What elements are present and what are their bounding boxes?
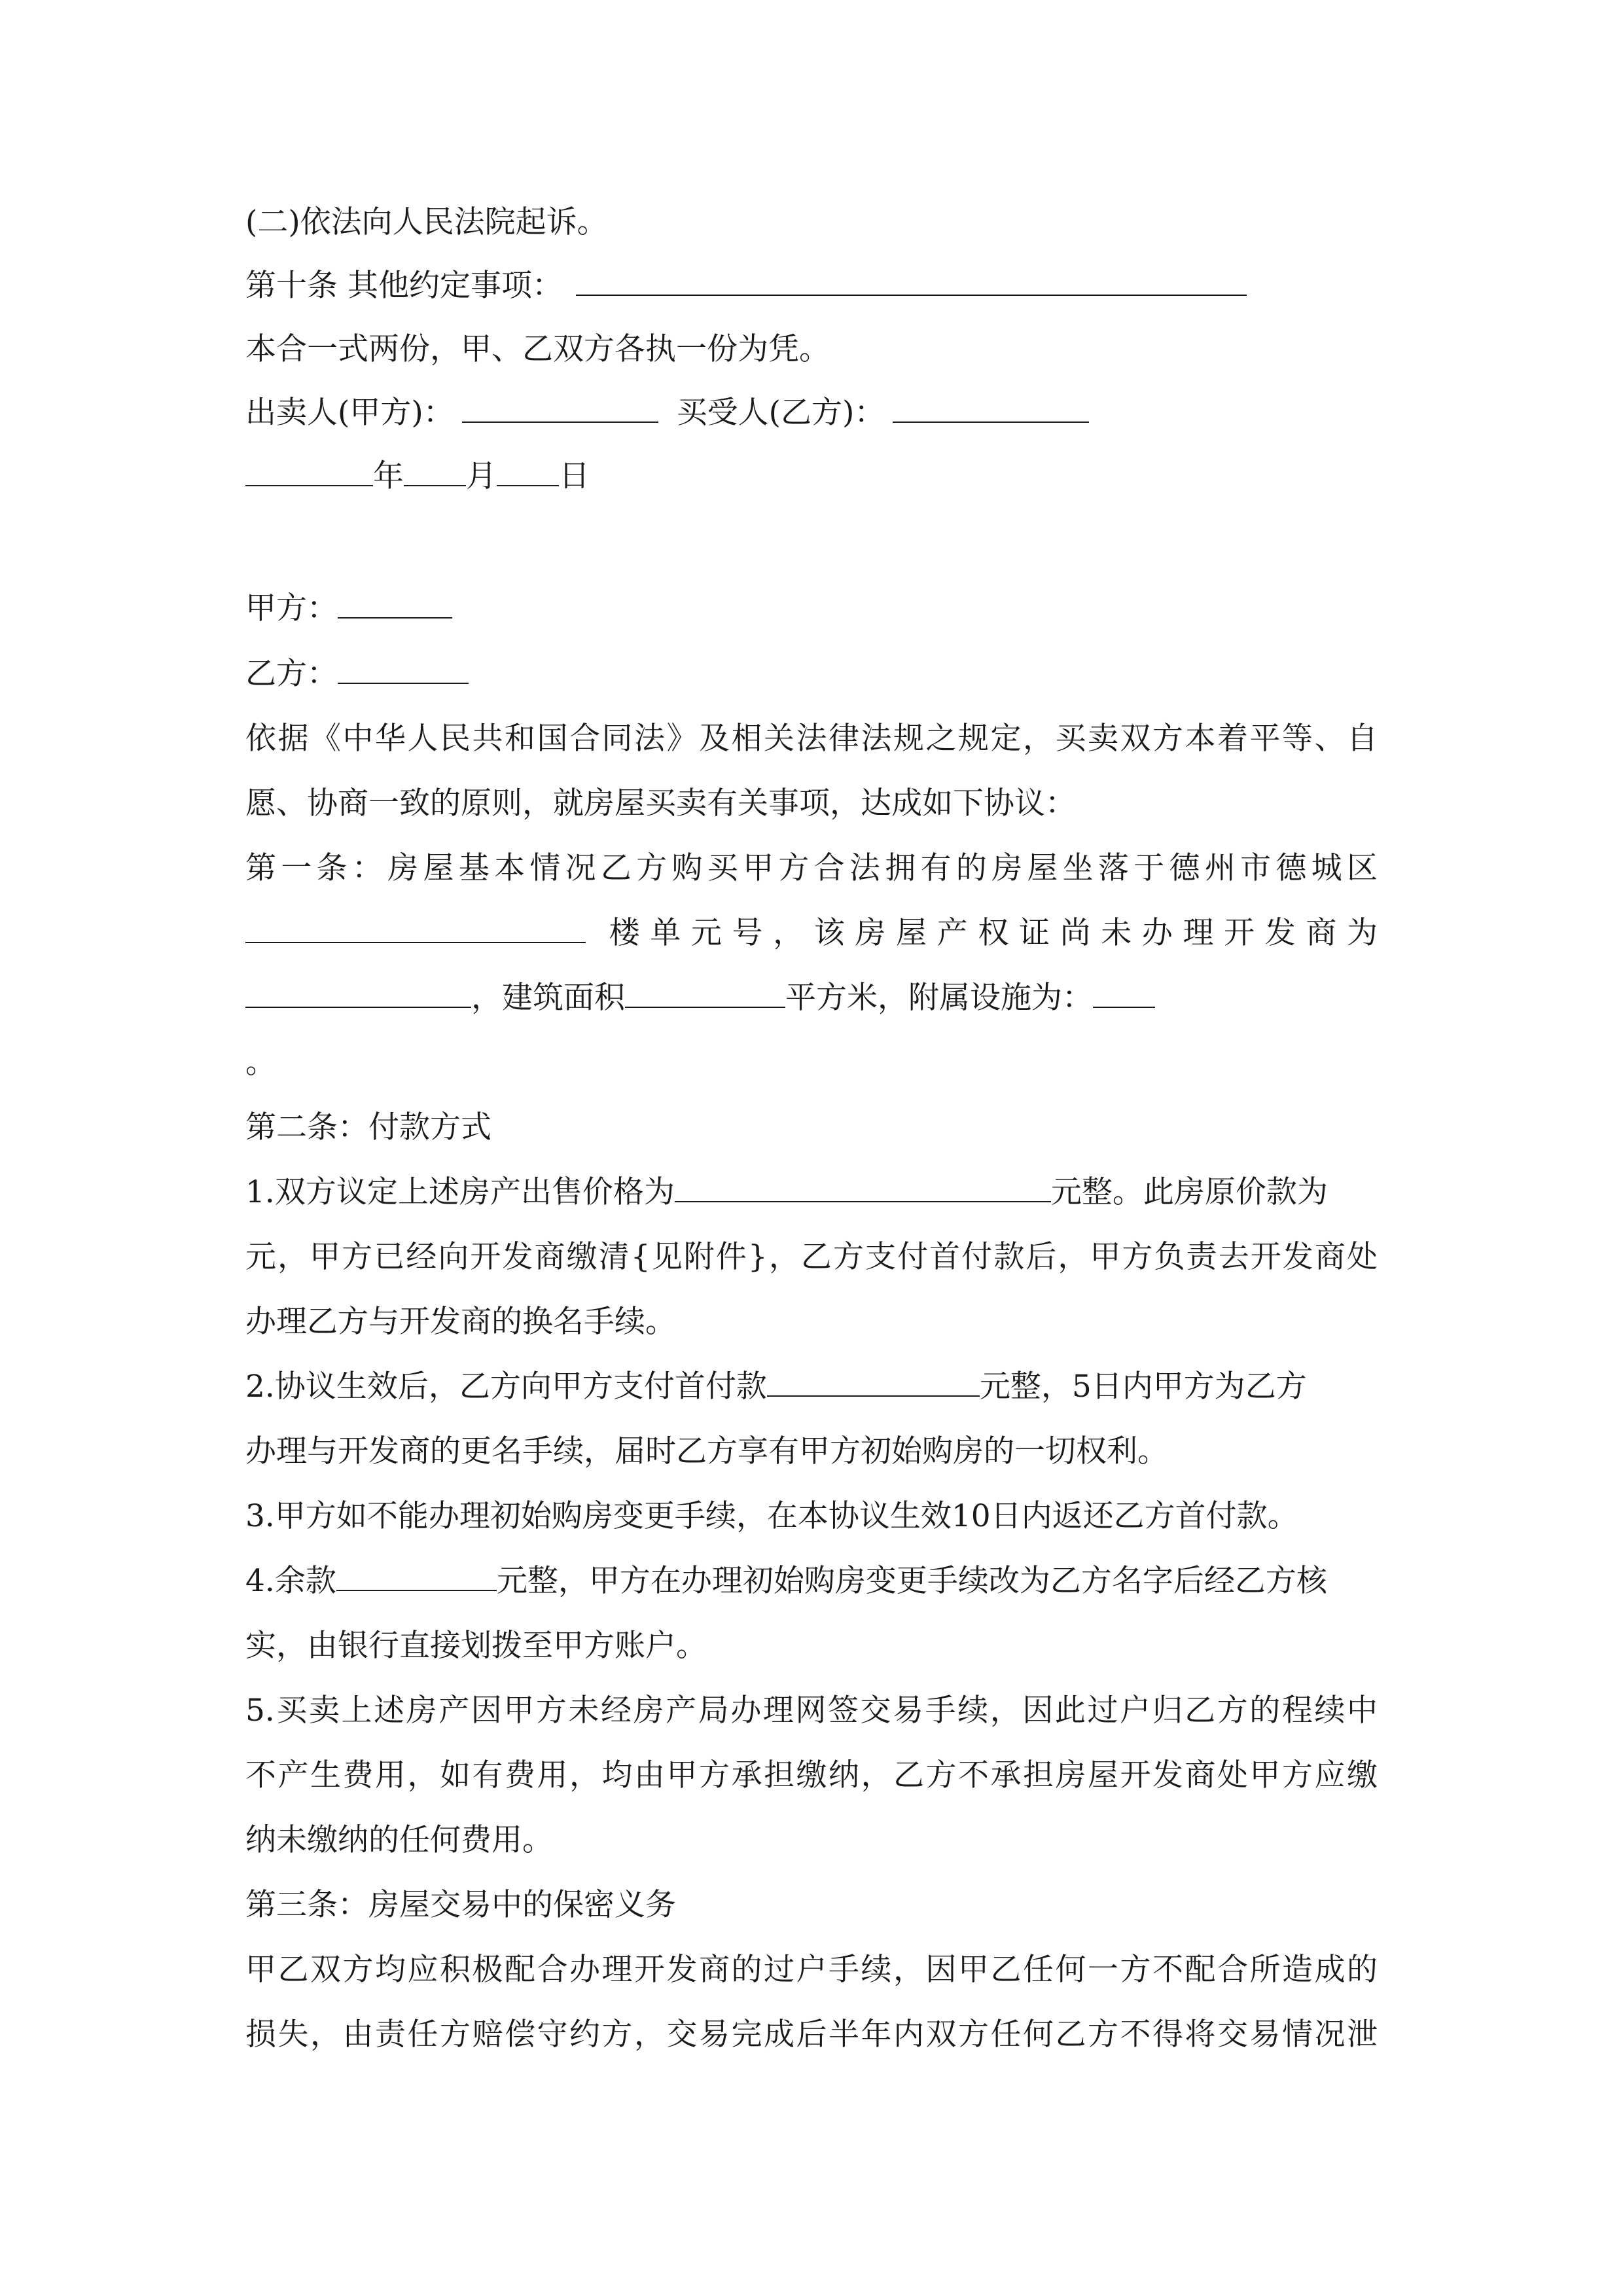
facilities-blank[interactable] bbox=[1093, 980, 1155, 1008]
article-one-line-2: 楼单元号，该房屋产权证尚未办理开发商为 bbox=[245, 914, 1378, 953]
payment-item-1-line-3: 办理乙方与开发商的换名手续。 bbox=[245, 1304, 676, 1340]
clause-ten: 第十条 其他约定事项： bbox=[245, 266, 1378, 306]
article-three-line-1: 甲乙双方均应积极配合办理开发商的过户手续，因甲乙任何一方不配合所造成的 bbox=[245, 1952, 1378, 1988]
article-two-title: 第二条：付款方式 bbox=[245, 1109, 491, 1145]
article-one-line-3: ，建筑面积 平方米，附属设施为： bbox=[245, 978, 1378, 1018]
other-terms-blank[interactable] bbox=[576, 268, 1247, 296]
payment-item-4-line-1: 4.余款 元整，甲方在办理初始购房变更手续改为乙方名字后经乙方核 bbox=[245, 1563, 1327, 1599]
party-a-blank[interactable] bbox=[338, 591, 452, 619]
signature-line: 出卖人(甲方)： 买受人(乙方)： bbox=[245, 393, 1378, 433]
signature-date: 年 月 日 bbox=[245, 457, 1378, 496]
down-payment-blank[interactable] bbox=[767, 1369, 980, 1397]
payment-item-5-line-1: 5.买卖上述房产因甲方未经房产局办理网签交易手续，因此过户归乙方的程续中 bbox=[245, 1693, 1378, 1729]
preamble-line-2: 愿、协商一致的原则，就房屋买卖有关事项，达成如下协议： bbox=[245, 785, 1076, 821]
payment-item-4-line-2: 实，由银行直接划拨至甲方账户。 bbox=[245, 1628, 707, 1664]
copies-statement: 本合一式两份，甲、乙双方各执一份为凭。 bbox=[245, 331, 830, 367]
day-blank[interactable] bbox=[497, 459, 559, 486]
clause-nine-item-two: (二)依法向人民法院起诉。 bbox=[245, 204, 608, 240]
month-blank[interactable] bbox=[404, 459, 466, 486]
year-blank[interactable] bbox=[245, 459, 373, 486]
area-blank[interactable] bbox=[625, 980, 785, 1008]
payment-item-5-line-3: 纳未缴纳的任何费用。 bbox=[245, 1822, 553, 1858]
party-a-line: 甲方： bbox=[245, 589, 1378, 628]
balance-blank[interactable] bbox=[336, 1564, 497, 1591]
payment-item-3: 3.甲方如不能办理初始购房变更手续，在本协议生效10日内返还乙方首付款。 bbox=[245, 1498, 1298, 1534]
article-one-end: 。 bbox=[245, 1045, 276, 1081]
preamble-line-1: 依据《中华人民共和国合同法》及相关法律法规之规定，买卖双方本着平等、自 bbox=[245, 721, 1378, 757]
party-b-line: 乙方： bbox=[245, 655, 1378, 694]
article-three-line-2: 损失，由责任方赔偿守约方，交易完成后半年内双方任何乙方不得将交易情况泄 bbox=[245, 2017, 1378, 2053]
payment-item-5-line-2: 不产生费用，如有费用，均由甲方承担缴纳，乙方不承担房屋开发商处甲方应缴 bbox=[245, 1757, 1378, 1793]
payment-item-2-line-2: 办理与开发商的更名手续，届时乙方享有甲方初始购房的一切权利。 bbox=[245, 1433, 1168, 1469]
party-b-blank[interactable] bbox=[338, 656, 469, 684]
article-one-line-1: 第一条：房屋基本情况乙方购买甲方合法拥有的房屋坐落于德州市德城区 bbox=[245, 850, 1378, 886]
payment-item-1-line-1: 1.双方议定上述房产出售价格为 元整。此房原价款为 bbox=[245, 1174, 1328, 1210]
article-three-title: 第三条：房屋交易中的保密义务 bbox=[245, 1887, 676, 1923]
payment-item-2-line-1: 2.协议生效后，乙方向甲方支付首付款 元整，5日内甲方为乙方 bbox=[245, 1369, 1307, 1405]
developer-blank[interactable] bbox=[245, 980, 471, 1008]
sale-price-blank[interactable] bbox=[675, 1175, 1051, 1202]
payment-item-1-line-2: 元，甲方已经向开发商缴清{见附件}，乙方支付首付款后，甲方负责去开发商处 bbox=[245, 1239, 1378, 1275]
buyer-signature-blank[interactable] bbox=[893, 395, 1089, 423]
seller-signature-blank[interactable] bbox=[462, 395, 658, 423]
property-address-blank[interactable] bbox=[245, 916, 586, 943]
